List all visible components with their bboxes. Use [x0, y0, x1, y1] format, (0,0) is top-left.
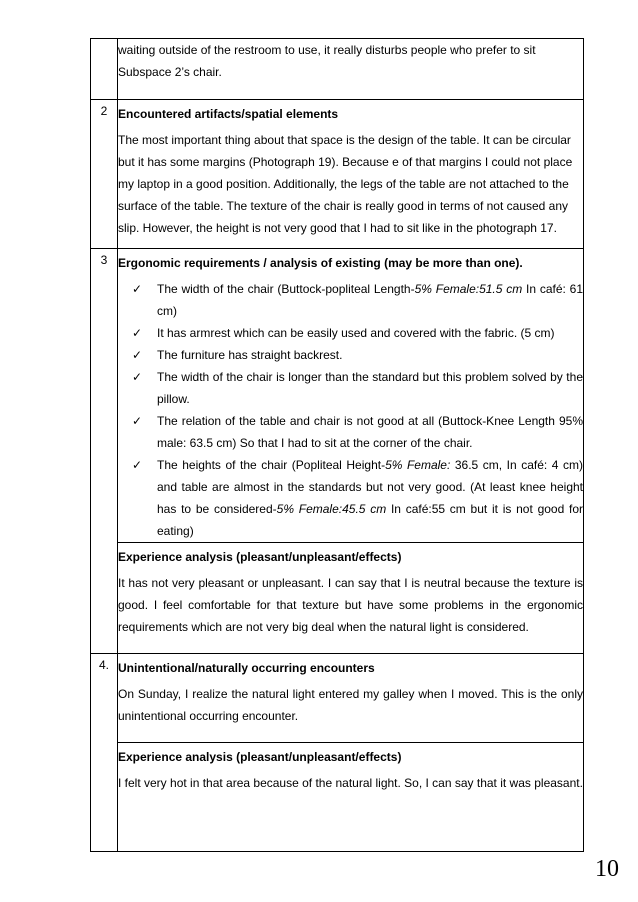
- item-text: It has armrest which can be easily used and covered with the fabric. (5 cm): [157, 326, 555, 340]
- content-cell: [118, 743, 584, 852]
- table-row: [91, 654, 584, 743]
- table-row: [91, 249, 584, 543]
- checklist-item: [132, 344, 583, 366]
- content-cell: [118, 39, 584, 100]
- item-text: In café:55 cm but it is not good for eating): [157, 502, 584, 538]
- table-row: [91, 100, 584, 249]
- section-heading: Encountered artifacts/spatial elements: [118, 107, 339, 121]
- checkmark-icon: ✓: [132, 370, 143, 384]
- content-cell: [118, 100, 584, 249]
- report-table: [90, 38, 584, 852]
- content-cell: [118, 654, 584, 743]
- checkmark-icon: ✓: [132, 282, 143, 296]
- table-row: [91, 743, 584, 852]
- section-text: I felt very hot in that area because of the natural light. So, I can say that it was pleasant.: [118, 776, 583, 790]
- item-text: The width of the chair (Buttock-popliteal Length-: [157, 282, 415, 296]
- section-text: On Sunday, I realize the natural light entered my galley when I moved. This is the only unintentional occurring encounter.: [118, 687, 583, 723]
- checklist-item: [132, 322, 583, 344]
- section-heading: Unintentional/naturally occurring encounters: [118, 661, 375, 675]
- section-heading: Experience analysis (pleasant/unpleasant/effects): [118, 750, 402, 764]
- checklist-item: [132, 410, 583, 454]
- item-text: 36.5 cm, In café: 4 cm) and table are almost in the standards but not very good. (At least knee height has to be considered-: [157, 458, 583, 516]
- table-row: [91, 39, 584, 100]
- checkmark-icon: ✓: [132, 414, 143, 428]
- page-number: 10: [595, 856, 619, 882]
- table-row: [91, 543, 584, 654]
- checklist-item: [132, 454, 583, 542]
- checklist-item: [132, 278, 583, 322]
- item-text: The furniture has straight backrest.: [157, 348, 343, 362]
- item-text-italic: 5% Female:45.5 cm: [276, 502, 387, 516]
- item-text-italic: 5% Female:: [385, 458, 451, 472]
- row-number: 2: [91, 100, 118, 249]
- content-cell: [118, 543, 584, 654]
- item-text-italic: 5% Female:51.5 cm: [414, 282, 523, 296]
- item-text: The relation of the table and chair is not good at all (Buttock-Knee Length 95% male: 63.5 cm) So that I had to sit at the corner of the chair.: [157, 414, 583, 450]
- row-number: 3: [91, 249, 118, 654]
- section-heading: Ergonomic requirements / analysis of existing (may be more than one).: [118, 256, 523, 270]
- section-text: The most important thing about that space is the design of the table. It can be circular but it has some margins (Photograph 19). Because e of that margins I could not place my laptop in a good position. Additionally, the legs of the table are not attached to the surface of the table. The texture of the chair is really good in terms of not caused any slip. However, the height is not very good that I had to sit like in the photograph 17.: [118, 133, 573, 235]
- checkmark-icon: ✓: [132, 458, 143, 472]
- item-text: In café: 61 cm): [157, 282, 583, 318]
- checkmark-icon: ✓: [132, 348, 143, 362]
- row-number: 4.: [91, 654, 118, 852]
- section-text: It has not very pleasant or unpleasant. I can say that I is neutral because the texture is good. I feel comfortable for that texture but have some problems in the ergonomic requirements which are not very big deal when the natural light is considered.: [118, 576, 583, 634]
- item-text: The width of the chair is longer than the standard but this problem solved by the pillow.: [157, 370, 583, 406]
- section-heading: Experience analysis (pleasant/unpleasant/effects): [118, 550, 402, 564]
- row-number-cell: [91, 39, 118, 100]
- item-text: The heights of the chair (Popliteal Height-: [157, 458, 386, 472]
- continued-text: waiting outside of the restroom to use, it really disturbs people who prefer to sit Subspace 2’s chair.: [118, 43, 536, 79]
- checklist-item: [132, 366, 583, 410]
- checklist: [118, 278, 583, 542]
- content-cell: [118, 249, 584, 543]
- checkmark-icon: ✓: [132, 326, 143, 340]
